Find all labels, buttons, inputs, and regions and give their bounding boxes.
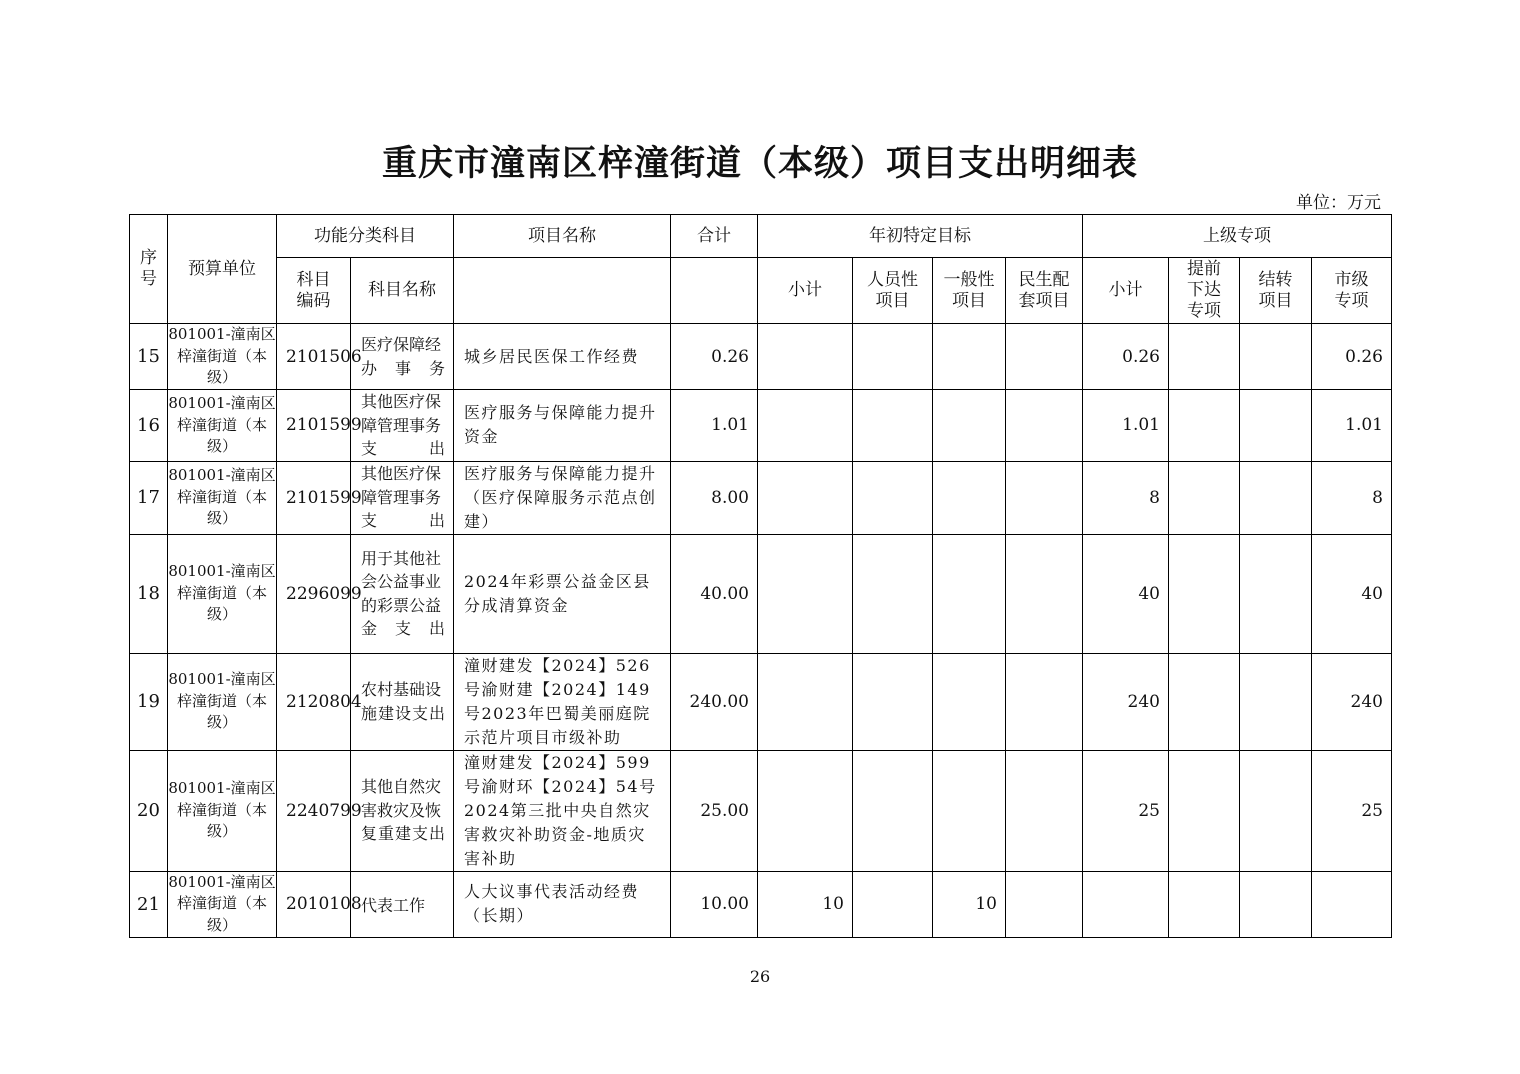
cell-code: 2101599: [277, 461, 351, 534]
header-initial-target: 年初特定目标: [758, 215, 1083, 258]
cell-advance: [1169, 653, 1240, 750]
cell-total: 10.00: [671, 871, 758, 937]
cell-code: 2101506: [277, 324, 351, 390]
cell-init-subtotal: [758, 534, 853, 653]
cell-code: 2101599: [277, 390, 351, 462]
cell-general: [933, 461, 1006, 534]
cell-project: 医疗服务与保障能力提升资金: [454, 390, 671, 462]
header-carryover: 结转项目: [1240, 258, 1312, 324]
cell-subject: 其他医疗保障管理事务支出: [351, 390, 454, 462]
cell-livelihood: [1006, 390, 1083, 462]
cell-city: 40: [1312, 534, 1392, 653]
cell-subject: 医疗保障经办事务: [351, 324, 454, 390]
cell-total: 40.00: [671, 534, 758, 653]
cell-unit: 801001-潼南区梓潼街道（本级）: [168, 653, 277, 750]
header-subtotal: 小计: [758, 258, 853, 324]
cell-general: [933, 750, 1006, 871]
cell-city: [1312, 871, 1392, 937]
table-row: [130, 534, 1392, 653]
table-row: [130, 324, 1392, 390]
cell-seq: 16: [130, 390, 168, 462]
cell-carryover: [1240, 750, 1312, 871]
cell-seq: 19: [130, 653, 168, 750]
cell-upper-subtotal: [1083, 871, 1169, 937]
header-advance: 提前下达专项: [1169, 258, 1240, 324]
cell-personnel: [853, 653, 933, 750]
table-row: [130, 871, 1392, 937]
cell-general: [933, 324, 1006, 390]
cell-project: 潼财建发【2024】599号渝财环【2024】54号2024第三批中央自然灾害救灾补助资金-地质灾害补助: [454, 750, 671, 871]
cell-livelihood: [1006, 534, 1083, 653]
cell-seq: 17: [130, 461, 168, 534]
cell-general: [933, 534, 1006, 653]
cell-livelihood: [1006, 461, 1083, 534]
cell-carryover: [1240, 461, 1312, 534]
project-expense-table: [129, 214, 1392, 938]
header-seq: 序号: [130, 215, 168, 324]
cell-city: 0.26: [1312, 324, 1392, 390]
cell-general: [933, 653, 1006, 750]
cell-upper-subtotal: 240: [1083, 653, 1169, 750]
header-personnel: 人员性项目: [853, 258, 933, 324]
header-subject-code: 科目编码: [277, 258, 351, 324]
header-upper-special: 上级专项: [1083, 215, 1392, 258]
cell-code: 2240799: [277, 750, 351, 871]
cell-personnel: [853, 871, 933, 937]
page-number: 26: [749, 967, 771, 986]
cell-code: 2010108: [277, 871, 351, 937]
header-total: 合计: [671, 215, 758, 258]
header-total-blank: [671, 258, 758, 324]
cell-city: 240: [1312, 653, 1392, 750]
cell-unit: 801001-潼南区梓潼街道（本级）: [168, 534, 277, 653]
cell-livelihood: [1006, 324, 1083, 390]
cell-carryover: [1240, 324, 1312, 390]
table-row: [130, 750, 1392, 871]
unit-label: 单位：万元: [1296, 193, 1381, 213]
cell-init-subtotal: [758, 750, 853, 871]
cell-advance: [1169, 750, 1240, 871]
page-title: 重庆市潼南区梓潼街道（本级）项目支出明细表: [381, 143, 1138, 184]
cell-init-subtotal: [758, 461, 853, 534]
cell-carryover: [1240, 390, 1312, 462]
cell-code: 2120804: [277, 653, 351, 750]
cell-carryover: [1240, 871, 1312, 937]
cell-general: [933, 390, 1006, 462]
cell-city: 1.01: [1312, 390, 1392, 462]
header-budget-unit: 预算单位: [168, 215, 277, 324]
table-row: [130, 390, 1392, 462]
cell-init-subtotal: [758, 390, 853, 462]
cell-total: 240.00: [671, 653, 758, 750]
cell-personnel: [853, 750, 933, 871]
cell-seq: 20: [130, 750, 168, 871]
cell-advance: [1169, 534, 1240, 653]
cell-personnel: [853, 534, 933, 653]
cell-unit: 801001-潼南区梓潼街道（本级）: [168, 324, 277, 390]
table-row: [130, 461, 1392, 534]
table-row: [130, 653, 1392, 750]
cell-advance: [1169, 390, 1240, 462]
cell-total: 0.26: [671, 324, 758, 390]
cell-unit: 801001-潼南区梓潼街道（本级）: [168, 750, 277, 871]
cell-livelihood: [1006, 871, 1083, 937]
header-general: 一般性项目: [933, 258, 1006, 324]
cell-subject: 代表工作: [351, 871, 454, 937]
cell-advance: [1169, 871, 1240, 937]
cell-upper-subtotal: 8: [1083, 461, 1169, 534]
header-city: 市级专项: [1312, 258, 1392, 324]
header-func-class: 功能分类科目: [277, 215, 454, 258]
cell-unit: 801001-潼南区梓潼街道（本级）: [168, 461, 277, 534]
cell-advance: [1169, 461, 1240, 534]
cell-code: 2296099: [277, 534, 351, 653]
cell-subject: 其他医疗保障管理事务支出: [351, 461, 454, 534]
cell-unit: 801001-潼南区梓潼街道（本级）: [168, 390, 277, 462]
cell-livelihood: [1006, 750, 1083, 871]
cell-carryover: [1240, 653, 1312, 750]
cell-livelihood: [1006, 653, 1083, 750]
cell-project: 医疗服务与保障能力提升（医疗保障服务示范点创建）: [454, 461, 671, 534]
header-upper-subtotal: 小计: [1083, 258, 1169, 324]
cell-personnel: [853, 390, 933, 462]
cell-upper-subtotal: 0.26: [1083, 324, 1169, 390]
cell-total: 1.01: [671, 390, 758, 462]
cell-project: 城乡居民医保工作经费: [454, 324, 671, 390]
cell-seq: 21: [130, 871, 168, 937]
cell-subject: 用于其他社会公益事业的彩票公益金支出: [351, 534, 454, 653]
cell-general: 10: [933, 871, 1006, 937]
cell-seq: 15: [130, 324, 168, 390]
cell-seq: 18: [130, 534, 168, 653]
cell-subject: 农村基础设施建设支出: [351, 653, 454, 750]
cell-upper-subtotal: 1.01: [1083, 390, 1169, 462]
cell-upper-subtotal: 40: [1083, 534, 1169, 653]
cell-city: 8: [1312, 461, 1392, 534]
header-project-name: 项目名称: [454, 215, 671, 258]
cell-personnel: [853, 461, 933, 534]
cell-init-subtotal: [758, 324, 853, 390]
cell-project: 潼财建发【2024】526号渝财建【2024】149号2023年巴蜀美丽庭院示范片项目市级补助: [454, 653, 671, 750]
cell-personnel: [853, 324, 933, 390]
header-project-name-blank: [454, 258, 671, 324]
cell-project: 2024年彩票公益金区县分成清算资金: [454, 534, 671, 653]
header-subject-name: 科目名称: [351, 258, 454, 324]
cell-advance: [1169, 324, 1240, 390]
cell-carryover: [1240, 534, 1312, 653]
cell-init-subtotal: 10: [758, 871, 853, 937]
cell-project: 人大议事代表活动经费（长期）: [454, 871, 671, 937]
cell-total: 25.00: [671, 750, 758, 871]
cell-unit: 801001-潼南区梓潼街道（本级）: [168, 871, 277, 937]
cell-total: 8.00: [671, 461, 758, 534]
cell-subject: 其他自然灾害救灾及恢复重建支出: [351, 750, 454, 871]
cell-init-subtotal: [758, 653, 853, 750]
cell-city: 25: [1312, 750, 1392, 871]
cell-upper-subtotal: 25: [1083, 750, 1169, 871]
header-livelihood: 民生配套项目: [1006, 258, 1083, 324]
